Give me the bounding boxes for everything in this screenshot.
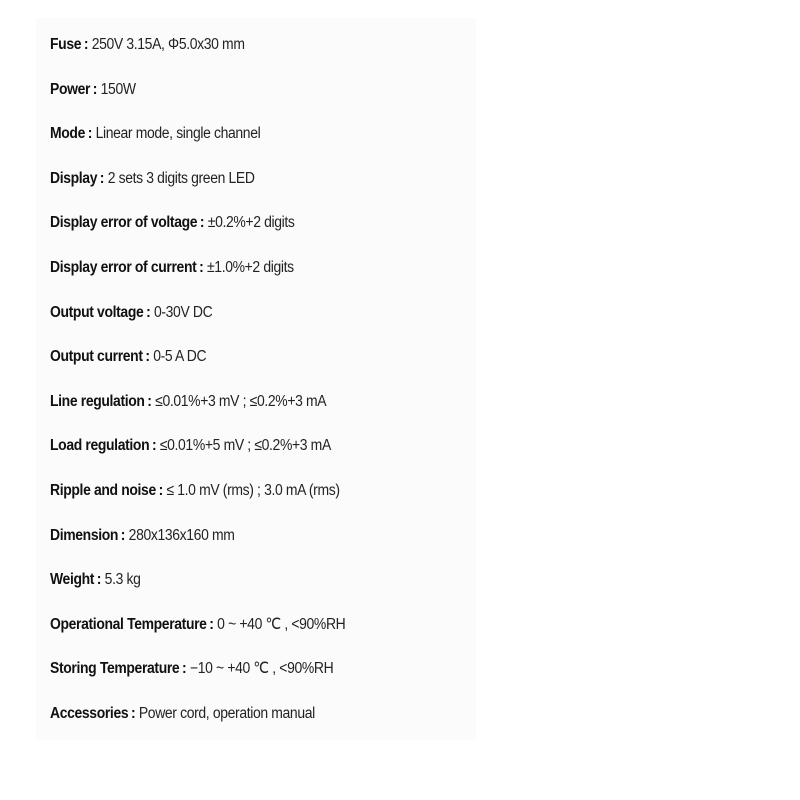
- spec-separator: :: [199, 258, 204, 276]
- spec-row-dimension: [50, 523, 345, 568]
- spec-separator: :: [146, 303, 151, 321]
- spec-label: Output voltage: [50, 303, 144, 321]
- spec-row-storing-temperature: [50, 656, 345, 701]
- spec-value: 0 ~ +40 ℃ , <90%RH: [217, 615, 346, 633]
- spec-value: ≤ 1.0 mV (rms) ; 3.0 mA (rms): [166, 481, 340, 499]
- spec-separator: :: [151, 437, 157, 455]
- spec-value: ≤0.01%+5 mV ; ≤0.2%+3 mA: [159, 437, 331, 455]
- spec-separator: :: [147, 392, 152, 410]
- spec-row-output-current: [50, 344, 345, 389]
- spec-label: Mode: [50, 125, 85, 143]
- spec-value: ±0.2%+2 digits: [207, 214, 295, 232]
- spec-separator: :: [199, 214, 205, 232]
- spec-label: Power: [50, 80, 91, 98]
- spec-value: 150W: [100, 80, 136, 98]
- spec-row-accessories: [50, 701, 345, 746]
- spec-separator: :: [182, 660, 187, 678]
- spec-separator: :: [209, 615, 214, 633]
- spec-label: Operational Temperature: [50, 615, 207, 633]
- spec-label: Output current: [50, 348, 143, 366]
- spec-value: 5.3 kg: [104, 571, 141, 589]
- spec-row-ripple-and-noise: [50, 478, 345, 523]
- spec-row-line-regulation: [50, 389, 345, 434]
- spec-value: Linear mode, single channel: [95, 125, 261, 143]
- spec-row-mode: [50, 121, 345, 166]
- spec-row-display: [50, 166, 345, 211]
- spec-value: Power cord, operation manual: [138, 704, 315, 722]
- spec-separator: :: [92, 80, 98, 98]
- spec-value: 0-30V DC: [153, 303, 213, 321]
- spec-separator: :: [87, 125, 92, 143]
- spec-row-display-error-voltage: [50, 210, 345, 255]
- spec-separator: :: [145, 348, 150, 366]
- spec-label: Fuse: [50, 36, 82, 53]
- spec-label: Display: [50, 169, 98, 187]
- spec-value: −10 ~ +40 ℃ , <90%RH: [189, 660, 334, 678]
- spec-label: Display error of current: [50, 258, 197, 276]
- spec-separator: :: [130, 704, 136, 722]
- spec-label: Storing Temperature: [50, 660, 180, 678]
- spec-separator: :: [99, 169, 105, 187]
- spec-label: Dimension: [50, 526, 119, 544]
- spec-row-display-error-current: [50, 255, 345, 300]
- spec-label: Accessories: [50, 704, 129, 722]
- spec-row-load-regulation: [50, 433, 345, 478]
- spec-value: 280x136x160 mm: [128, 526, 235, 544]
- spec-value: ±1.0%+2 digits: [206, 258, 294, 276]
- spec-value: ≤0.01%+3 mV ; ≤0.2%+3 mA: [155, 392, 327, 410]
- spec-label: Ripple and noise: [50, 481, 156, 499]
- spec-label: Line regulation: [50, 392, 145, 410]
- spec-label: Load regulation: [50, 437, 150, 455]
- spec-separator: :: [83, 36, 89, 53]
- spec-separator: :: [120, 526, 126, 544]
- spec-label: Weight: [50, 571, 95, 589]
- spec-row-power: [50, 77, 345, 122]
- spec-list: [50, 32, 378, 746]
- spec-value: 250V 3.15A, Φ5.0x30 mm: [91, 36, 245, 53]
- spec-separator: :: [96, 571, 102, 589]
- spec-row-output-voltage: [50, 300, 345, 345]
- spec-row-fuse: [50, 32, 345, 77]
- spec-value: 0-5 A DC: [153, 348, 207, 366]
- spec-value: 2 sets 3 digits green LED: [107, 169, 255, 187]
- spec-row-operational-temperature: [50, 612, 345, 657]
- spec-separator: :: [158, 481, 163, 499]
- spec-row-weight: [50, 567, 345, 612]
- spec-label: Display error of voltage: [50, 214, 198, 232]
